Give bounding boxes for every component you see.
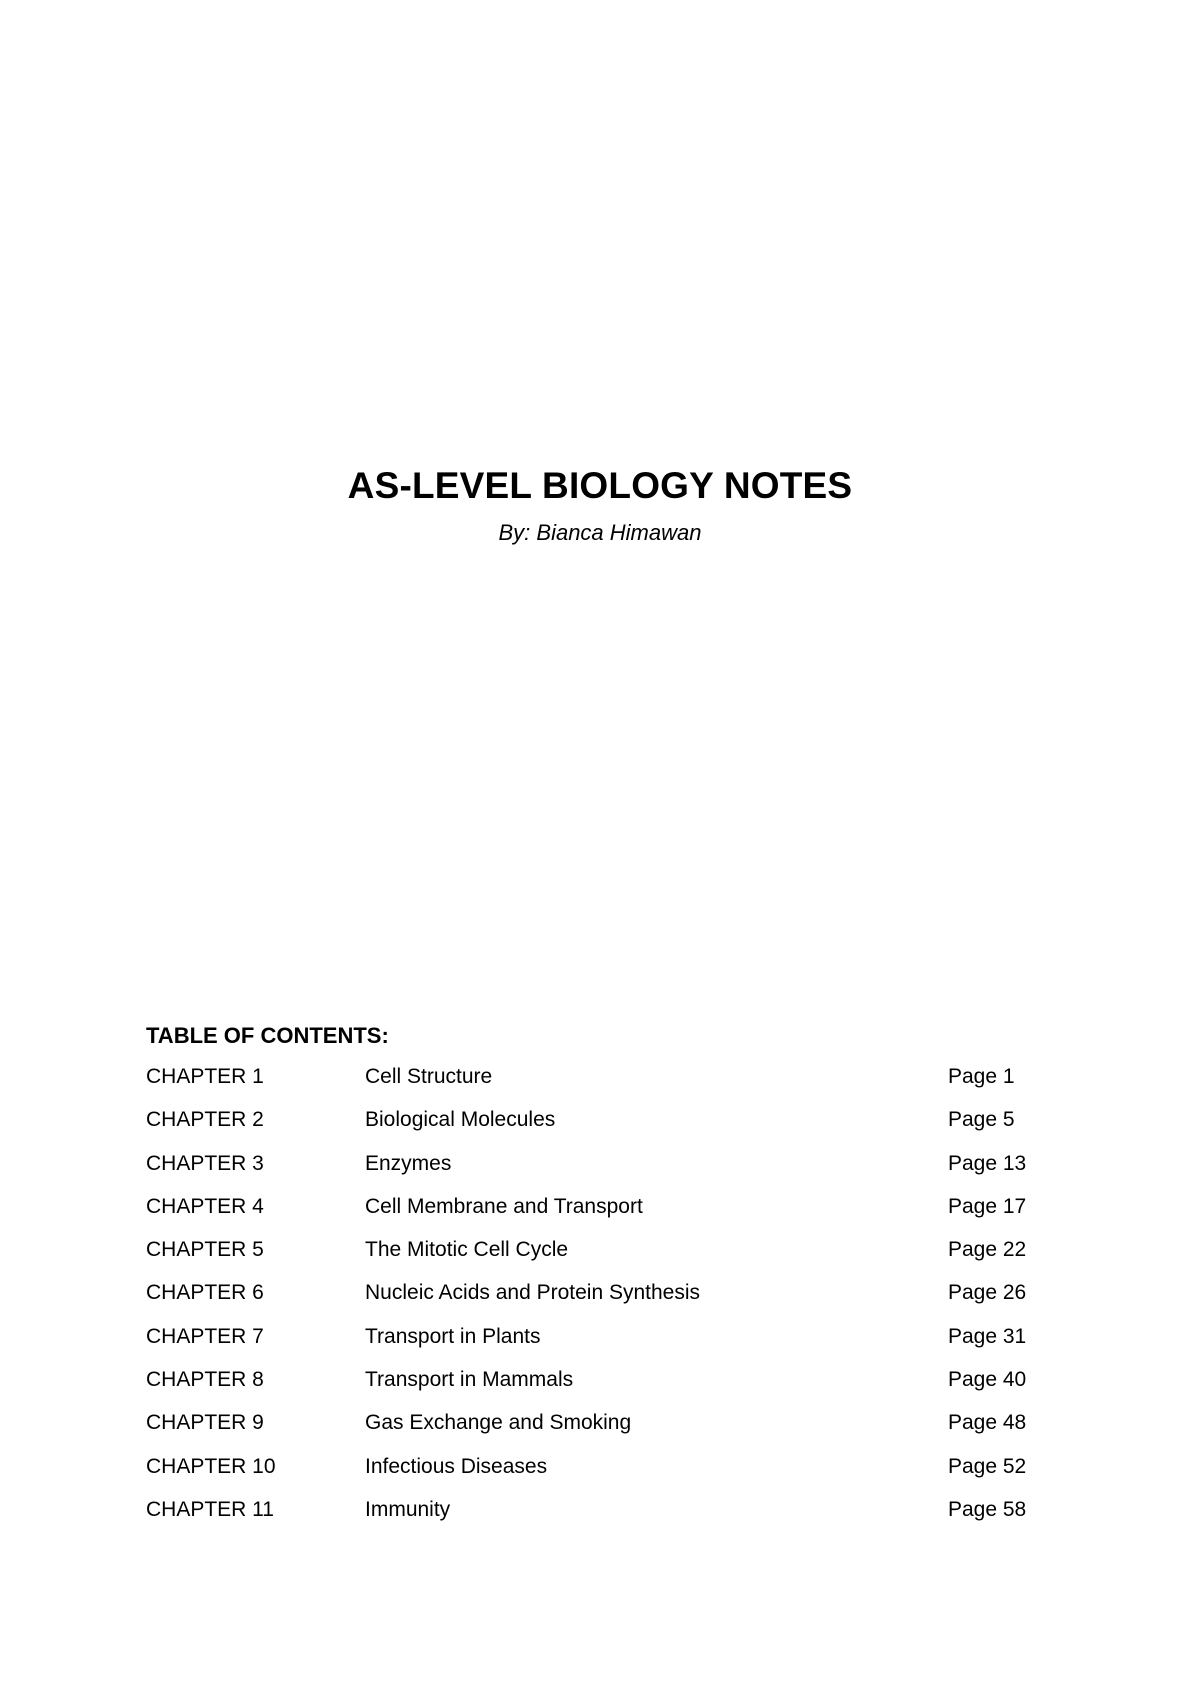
toc-page-number: Page 5: [948, 1108, 1015, 1132]
toc-entry: [146, 1496, 1046, 1539]
toc-entry: [146, 1323, 1046, 1366]
toc-entry: [146, 1453, 1046, 1496]
document-author: By: Bianca Himawan: [498, 520, 702, 545]
toc-chapter-topic: Nucleic Acids and Protein Synthesis: [365, 1281, 701, 1305]
toc-chapter-label: CHAPTER 10: [146, 1454, 276, 1478]
toc-chapter-label: CHAPTER 7: [146, 1324, 264, 1348]
toc-chapter-label: CHAPTER 4: [146, 1194, 264, 1218]
toc-page-number: Page 1: [948, 1065, 1015, 1088]
toc-entry: [146, 1193, 1046, 1236]
table-of-contents: [146, 1022, 1046, 1539]
toc-page-number: Page 31: [948, 1324, 1027, 1348]
toc-chapter-label: CHAPTER 5: [146, 1238, 264, 1262]
toc-chapter-topic: Transport in Plants: [365, 1324, 541, 1348]
toc-chapter-label: CHAPTER 3: [146, 1151, 264, 1175]
toc-chapter-topic: Gas Exchange and Smoking: [365, 1411, 632, 1435]
document-title: AS-LEVEL BIOLOGY NOTES: [347, 465, 853, 506]
toc-entry: [146, 1063, 1046, 1106]
toc-chapter-topic: Immunity: [365, 1497, 451, 1521]
toc-chapter-label: CHAPTER 2: [146, 1108, 264, 1132]
toc-page-number: Page 52: [948, 1454, 1027, 1478]
toc-list: [146, 1063, 1046, 1539]
toc-heading: TABLE OF CONTENTS:: [146, 1023, 389, 1048]
toc-entry: [146, 1236, 1046, 1279]
toc-chapter-label: CHAPTER 11: [146, 1497, 274, 1521]
toc-entry: [146, 1279, 1046, 1322]
toc-entry: [146, 1366, 1046, 1409]
toc-page-number: Page 22: [948, 1238, 1027, 1262]
toc-page-number: Page 40: [948, 1368, 1027, 1392]
toc-chapter-topic: Cell Structure: [365, 1065, 493, 1088]
toc-chapter-topic: Infectious Diseases: [365, 1454, 548, 1478]
toc-page-number: Page 48: [948, 1411, 1027, 1435]
toc-chapter-label: CHAPTER 9: [146, 1411, 264, 1435]
toc-chapter-label: CHAPTER 1: [146, 1065, 264, 1088]
toc-page-number: Page 17: [948, 1194, 1027, 1218]
toc-page-number: Page 13: [948, 1151, 1027, 1175]
toc-chapter-topic: Cell Membrane and Transport: [365, 1194, 643, 1218]
toc-chapter-topic: Transport in Mammals: [365, 1368, 574, 1392]
toc-chapter-topic: The Mitotic Cell Cycle: [365, 1238, 569, 1262]
toc-chapter-topic: Biological Molecules: [365, 1108, 556, 1132]
toc-chapter-label: CHAPTER 8: [146, 1368, 264, 1392]
toc-chapter-label: CHAPTER 6: [146, 1281, 264, 1305]
toc-entry: [146, 1150, 1046, 1193]
toc-page-number: Page 58: [948, 1497, 1027, 1521]
toc-chapter-topic: Enzymes: [365, 1151, 452, 1175]
toc-entry: [146, 1106, 1046, 1149]
toc-entry: [146, 1409, 1046, 1452]
toc-page-number: Page 26: [948, 1281, 1027, 1305]
